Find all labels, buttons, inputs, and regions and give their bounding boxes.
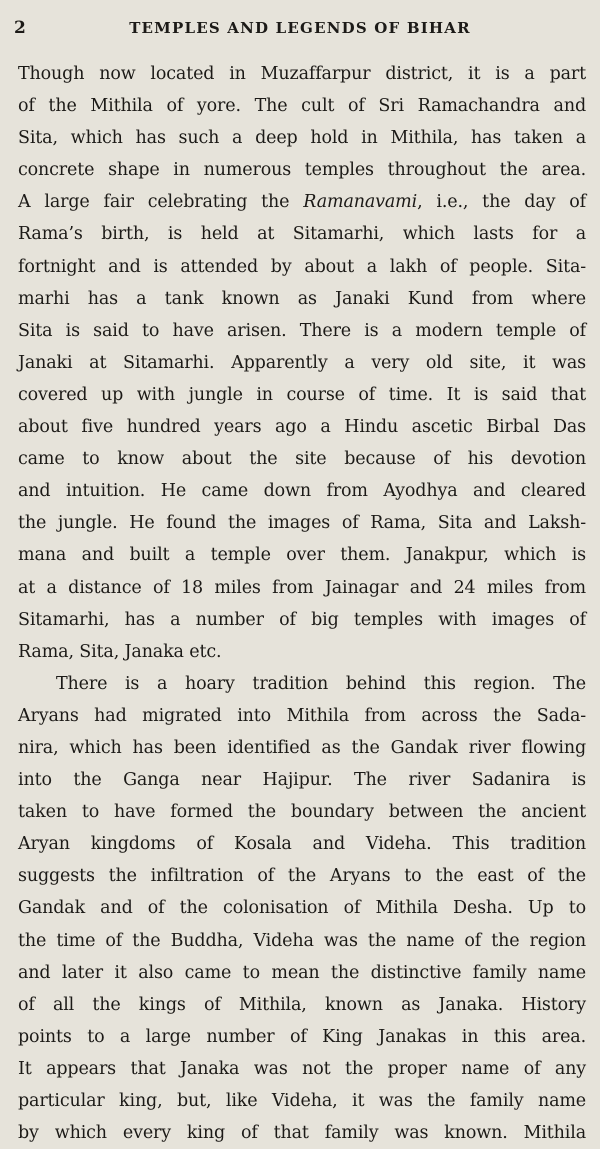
page-number: 2 xyxy=(14,18,26,38)
text-line: marhi has a tank known as Janaki Kund from where xyxy=(18,288,586,309)
text-line: Rama, Sita, Janaka etc. xyxy=(18,641,222,662)
text-span: , i.e., the day of xyxy=(417,192,586,213)
text-line: points to a large number of King Janakas in this area. xyxy=(18,1026,586,1047)
text-line: Aryan kingdoms of Kosala and Videha. This tradition xyxy=(18,834,586,855)
text-line: by which every king of that family was known. Mithila xyxy=(18,1123,586,1144)
text-line: fortnight and is attended by about a lakh of people. Sita- xyxy=(18,256,586,277)
text-line: about five hundred years ago a Hindu ascetic Birbal Das xyxy=(18,417,586,438)
text-span: A large fair celebrating the xyxy=(18,192,304,213)
text-line: mana and built a temple over them. Janakpur, which is xyxy=(18,545,586,566)
text-line: Aryans had migrated into Mithila from across the Sada- xyxy=(18,705,586,726)
running-head: TEMPLES AND LEGENDS OF BIHAR xyxy=(129,19,471,37)
text-line: the jungle. He found the images of Rama, Sita and Laksh- xyxy=(18,513,586,534)
text-line: came to know about the site because of his devotion xyxy=(18,449,586,470)
text-line: of the Mithila of yore. The cult of Sri Ramachandra and xyxy=(18,96,586,117)
text-line: nira, which has been identified as the Gandak river flowing xyxy=(18,737,586,758)
text-line: covered up with jungle in course of time. It is said that xyxy=(18,384,586,405)
text-line: and later it also came to mean the distinctive family name xyxy=(18,962,586,983)
text-line: particular king, but, like Videha, it was the family name xyxy=(18,1091,586,1111)
text-line: at a distance of 18 miles from Jainagar and 24 miles from xyxy=(18,577,586,598)
text-line: and intuition. He came down from Ayodhya and cleared xyxy=(18,481,586,502)
text-line: Janaki at Sitamarhi. Apparently a very old site, it was xyxy=(18,352,586,373)
text-line: concrete shape in numerous temples throughout the area. xyxy=(18,160,586,181)
text-line: taken to have formed the boundary between the ancient xyxy=(18,802,586,823)
paragraph-start-line: There is a hoary tradition behind this region. The xyxy=(56,673,586,694)
text-line: Sitamarhi, has a number of big temples with images of xyxy=(18,609,586,630)
body-text xyxy=(0,58,600,1149)
text-line: Rama’s birth, is held at Sitamarhi, which lasts for a xyxy=(18,224,586,245)
italic-term: Ramanavami xyxy=(303,192,418,213)
page-header xyxy=(14,8,586,48)
text-line: It appears that Janaka was not the proper name of any xyxy=(18,1058,586,1079)
text-line: Gandak and of the colonisation of Mithila Desha. Up to xyxy=(18,898,586,919)
text-line: of all the kings of Mithila, known as Janaka. History xyxy=(18,994,586,1015)
text-line xyxy=(0,186,600,218)
text-line: Sita, which has such a deep hold in Mithila, has taken a xyxy=(18,128,586,149)
text-line: Though now located in Muzaffarpur district, it is a part xyxy=(18,64,586,84)
text-line: into the Ganga near Hajipur. The river Sadanira is xyxy=(18,770,586,791)
text-line: the time of the Buddha, Videha was the name of the region xyxy=(18,930,586,951)
text-line: suggests the infiltration of the Aryans to the east of the xyxy=(18,866,586,887)
text-line: Sita is said to have arisen. There is a modern temple of xyxy=(18,320,586,341)
